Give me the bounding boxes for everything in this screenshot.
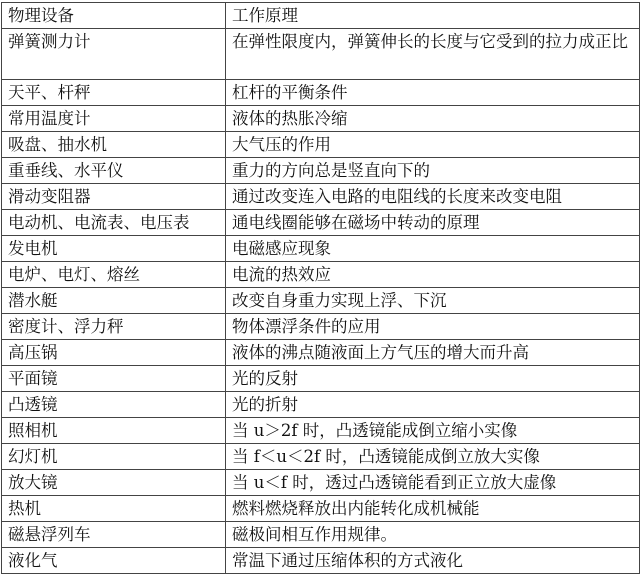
device-cell: 密度计、浮力秤 [2, 314, 226, 340]
principle-cell: 改变自身重力实现上浮、下沉 [226, 288, 640, 314]
table-row [2, 366, 640, 392]
device-cell: 电炉、电灯、熔丝 [2, 262, 226, 288]
principle-cell: 当 u＞2f 时，凸透镜能成倒立缩小实像 [226, 418, 640, 444]
physics-devices-table [1, 2, 640, 574]
principle-cell: 常温下通过压缩体积的方式液化 [226, 548, 640, 574]
principle-cell: 通过改变连入电路的电阻线的长度来改变电阻 [226, 184, 640, 210]
principle-cell: 磁极间相互作用规律。 [226, 522, 640, 548]
device-cell: 潜水艇 [2, 288, 226, 314]
principle-cell: 燃料燃烧释放出内能转化成机械能 [226, 496, 640, 522]
device-cell: 凸透镜 [2, 392, 226, 418]
table-row [2, 314, 640, 340]
header-device: 物理设备 [2, 3, 226, 29]
table-row [2, 418, 640, 444]
device-cell: 平面镜 [2, 366, 226, 392]
principle-cell: 当 u＜f 时，透过凸透镜能看到正立放大虚像 [226, 470, 640, 496]
device-cell: 弹簧测力计 [2, 29, 226, 80]
table-row [2, 496, 640, 522]
principle-cell: 物体漂浮条件的应用 [226, 314, 640, 340]
principle-cell: 重力的方向总是竖直向下的 [226, 158, 640, 184]
principle-cell: 液体的热胀冷缩 [226, 106, 640, 132]
device-cell: 磁悬浮列车 [2, 522, 226, 548]
device-cell: 高压锅 [2, 340, 226, 366]
device-cell: 吸盘、抽水机 [2, 132, 226, 158]
principle-cell: 大气压的作用 [226, 132, 640, 158]
header-principle: 工作原理 [226, 3, 640, 29]
table-header-row [2, 3, 640, 29]
table-body [2, 3, 640, 574]
device-cell: 常用温度计 [2, 106, 226, 132]
table-row [2, 236, 640, 262]
device-cell: 发电机 [2, 236, 226, 262]
principle-cell: 电磁感应现象 [226, 236, 640, 262]
device-cell: 放大镜 [2, 470, 226, 496]
device-cell: 天平、杆秤 [2, 80, 226, 106]
principle-cell: 在弹性限度内，弹簧伸长的长度与它受到的拉力成正比 [226, 29, 640, 80]
principle-cell: 光的折射 [226, 392, 640, 418]
principle-cell: 杠杆的平衡条件 [226, 80, 640, 106]
table-row [2, 288, 640, 314]
table-row [2, 106, 640, 132]
table-row [2, 132, 640, 158]
table-row [2, 29, 640, 80]
table-row [2, 548, 640, 574]
table-row [2, 158, 640, 184]
table-row [2, 184, 640, 210]
device-cell: 热机 [2, 496, 226, 522]
principle-cell: 电流的热效应 [226, 262, 640, 288]
device-cell: 重垂线、水平仪 [2, 158, 226, 184]
table-row [2, 470, 640, 496]
table-row [2, 340, 640, 366]
device-cell: 电动机、电流表、电压表 [2, 210, 226, 236]
device-cell: 滑动变阻器 [2, 184, 226, 210]
device-cell: 照相机 [2, 418, 226, 444]
principle-cell: 当 f＜u＜2f 时，凸透镜能成倒立放大实像 [226, 444, 640, 470]
principle-cell: 液体的沸点随液面上方气压的增大而升高 [226, 340, 640, 366]
table-row [2, 444, 640, 470]
table-row [2, 210, 640, 236]
table-row [2, 392, 640, 418]
table-row [2, 80, 640, 106]
table-row [2, 262, 640, 288]
device-cell: 液化气 [2, 548, 226, 574]
principle-cell: 通电线圈能够在磁场中转动的原理 [226, 210, 640, 236]
principle-cell: 光的反射 [226, 366, 640, 392]
device-cell: 幻灯机 [2, 444, 226, 470]
table-row [2, 522, 640, 548]
